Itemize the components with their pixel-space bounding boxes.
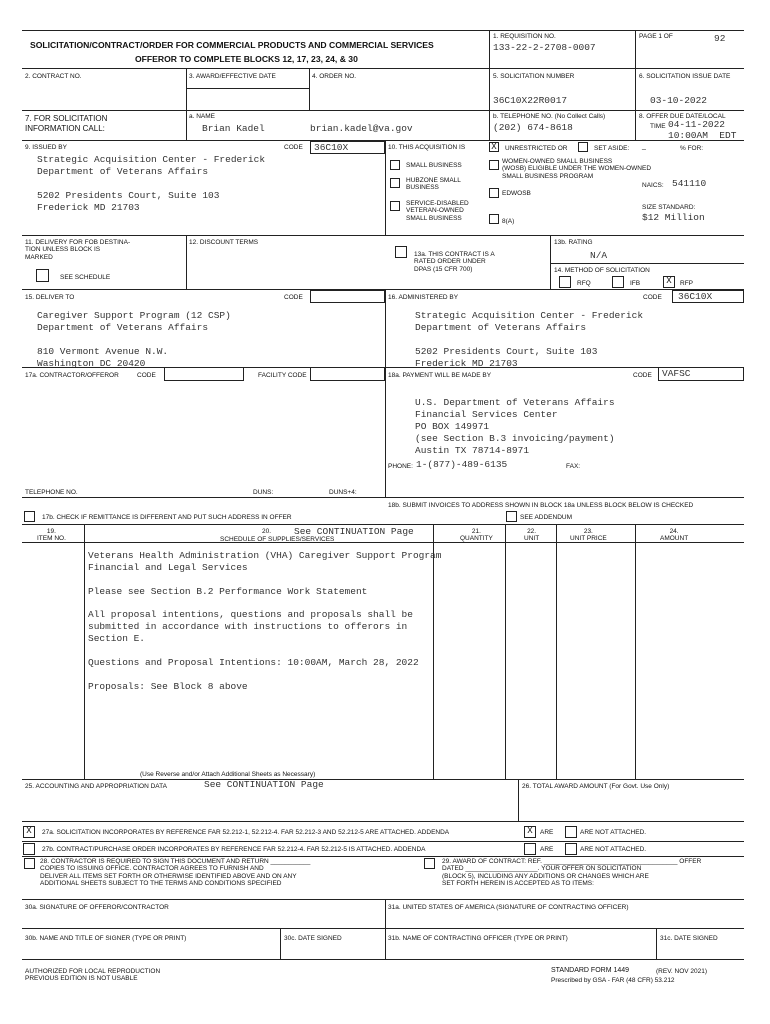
contract-no-label: 2. CONTRACT NO. <box>25 73 82 80</box>
solicitation-number-label: 5. SOLICITATION NUMBER <box>493 73 575 80</box>
payment-code-label: CODE <box>633 372 652 379</box>
deliver-to-code-field[interactable] <box>310 290 385 303</box>
small-business-label: SMALL BUSINESS <box>406 162 462 169</box>
discount-terms-label: 12. DISCOUNT TERMS <box>189 239 259 246</box>
unrestricted-label: UNRESTRICTED OR <box>505 145 568 152</box>
col-quantity: 21. QUANTITY <box>460 528 493 543</box>
payment-fax-label: FAX: <box>566 463 581 470</box>
addenda-are-not-label-a: ARE NOT ATTACHED. <box>580 829 647 836</box>
payment-label: 18a. PAYMENT WILL BE MADE BY <box>388 372 492 379</box>
addenda-are-not-checkbox-a[interactable] <box>565 826 577 838</box>
remittance-label: 17b. CHECK IF REMITTANCE IS DIFFERENT AND PUT SUCH ADDRESS IN OFFER <box>42 514 292 521</box>
total-award-label: 26. TOTAL AWARD AMOUNT (For Govt. Use Only) <box>522 783 670 790</box>
phone-label: b. TELEPHONE NO. (No Collect Calls) <box>493 113 606 120</box>
solicitation-number-value: 36C10X22R0017 <box>493 95 568 106</box>
pct-for-label: % FOR: <box>680 145 704 152</box>
payment-phone: 1-(877)-489-6135 <box>416 459 508 470</box>
name-label: a. NAME <box>189 113 216 120</box>
payment-code: VAFSC <box>662 368 691 379</box>
set-aside-checkbox[interactable] <box>578 142 588 152</box>
order-no-label: 4. ORDER NO. <box>312 73 357 80</box>
row-28-checkbox[interactable] <box>24 858 35 869</box>
submit-invoices-label: 18b. SUBMIT INVOICES TO ADDRESS SHOWN IN BLOCK 18a UNLESS BLOCK BELOW IS CHECKED <box>388 502 694 509</box>
acquisition-label: 10. THIS ACQUISITION IS <box>388 144 466 151</box>
row-27a-label: 27a. SOLICITATION INCORPORATES BY REFERENCE FAR 52.212-1, 52.212-4. FAR 52.212-3 AND 52.212-5 ARE ATTACHED. ADDENDA <box>42 829 450 836</box>
addenda-are-label-a: ARE <box>540 829 554 836</box>
requisition-label: 1. REQUISITION NO. <box>493 33 556 40</box>
payment-phone-label: PHONE: <box>388 463 413 470</box>
size-standard-label: SIZE STANDARD: <box>642 204 696 211</box>
form-title: SOLICITATION/CONTRACT/ORDER FOR COMMERCIAL PRODUCTS AND COMMERCIAL SERVICES <box>30 40 434 50</box>
form-subtitle: OFFEROR TO COMPLETE BLOCKS 12, 17, 23, 24, & 30 <box>135 54 358 64</box>
date-signed-label-31: 31c. DATE SIGNED <box>660 935 718 942</box>
rating-value: N/A <box>590 250 608 261</box>
deliver-to-code-label: CODE <box>284 294 303 301</box>
page-label: PAGE 1 OF <box>639 33 673 40</box>
size-standard-value: $12 Million <box>642 212 705 223</box>
set-aside-pct: _ <box>642 143 646 150</box>
date-signed-label-30: 30c. DATE SIGNED <box>284 935 342 942</box>
issued-by-code: 36C10X <box>314 142 349 153</box>
issue-date-value: 03-10-2022 <box>650 95 708 106</box>
contractor-code-field[interactable] <box>164 367 244 381</box>
ifb-checkbox[interactable] <box>612 276 624 288</box>
facility-code-label: FACILITY CODE <box>258 372 307 379</box>
rfp-label: RFP <box>680 280 693 287</box>
issued-by-address: Strategic Acquisition Center - Frederick Department of Veterans Affairs 5202 Presidents Court, Suite 103 Frederick MD 21703 <box>37 154 266 213</box>
accounting-value: See CONTINUATION Page <box>204 779 324 790</box>
award-date-label: 3. AWARD/EFFECTIVE DATE <box>189 73 276 80</box>
delivery-fob-label: 11. DELIVERY FOR FOB DESTINA- TION UNLESS BLOCK IS MARKED <box>25 239 131 261</box>
info-call-label: 7. FOR SOLICITATION INFORMATION CALL: <box>25 114 108 133</box>
col-unit-price: 23. UNIT PRICE <box>570 528 607 543</box>
row-27b-label: 27b. CONTRACT/PURCHASE ORDER INCORPORATES BY REFERENCE FAR 52.212-4. FAR 52.212-5 IS ATTACHED. ADDENDA <box>42 846 426 853</box>
eight-a-label: 8(A) <box>502 218 515 225</box>
sdvosb-checkbox[interactable] <box>390 201 400 211</box>
offer-due-time: 10:00AM EDT <box>668 130 737 141</box>
set-aside-label: SET ASIDE: <box>594 145 630 152</box>
rating-label: 13b. RATING <box>554 239 593 246</box>
telephone-label: TELEPHONE NO. <box>25 489 78 496</box>
naics-value: 541110 <box>672 178 707 189</box>
issued-by-label: 9. ISSUED BY <box>25 144 67 151</box>
contact-email: brian.kadel@va.gov <box>310 123 413 134</box>
addenda-are-checkbox-a[interactable]: X <box>524 826 536 838</box>
col-schedule-num: 20. <box>262 528 272 535</box>
addenda-are-not-checkbox-b[interactable] <box>565 843 577 855</box>
naics-label: NAICS: <box>642 182 664 189</box>
rfq-label: RFQ <box>577 280 591 287</box>
col-unit: 22. UNIT <box>524 528 540 543</box>
contractor-code-label: CODE <box>137 372 156 379</box>
wosb-checkbox[interactable] <box>489 160 499 170</box>
col-amount: 24. AMOUNT <box>660 528 689 543</box>
sdvosb-label: SERVICE-DISABLED VETERAN-OWNED SMALL BUSINESS <box>406 200 469 222</box>
eight-a-checkbox[interactable] <box>489 214 499 224</box>
wosb-label: WOMEN-OWNED SMALL BUSINESS (WOSB) ELIGIBLE UNDER THE WOMEN-OWNED SMALL BUSINESS PROGRAM <box>502 158 652 180</box>
duns-label: DUNS: <box>253 489 274 496</box>
payment-address: U.S. Department of Veterans Affairs Financial Services Center PO BOX 149971 (see Section B.3 invoicing/payment) Austin TX 78714-8971 <box>415 397 615 456</box>
see-addendum-label: SEE ADDENDUM <box>520 514 573 521</box>
rfp-checkbox[interactable]: X <box>663 276 675 288</box>
issue-date-label: 6. SOLICITATION ISSUE DATE <box>639 73 731 80</box>
facility-code-field[interactable] <box>310 367 385 381</box>
method-label: 14. METHOD OF SOLICITATION <box>554 267 650 274</box>
deliver-to-address: Caregiver Support Program (12 CSP) Department of Veterans Affairs 810 Vermont Avenue N.W. Washington DC 20420 <box>37 310 231 369</box>
administered-by-label: 16. ADMINISTERED BY <box>388 294 459 301</box>
page-total: 92 <box>714 33 726 44</box>
schedule-continuation: See CONTINUATION Page <box>294 526 414 537</box>
accounting-label: 25. ACCOUNTING AND APPROPRIATION DATA <box>25 783 167 790</box>
offer-due-date: 04-11-2022 <box>668 119 726 130</box>
addenda-are-checkbox-b[interactable] <box>524 843 536 855</box>
addenda-are-not-label-b: ARE NOT ATTACHED. <box>580 846 647 853</box>
contract-27b-checkbox[interactable] <box>23 843 35 855</box>
edwosb-checkbox[interactable] <box>489 188 499 198</box>
administered-by-address: Strategic Acquisition Center - Frederick Department of Veterans Affairs 5202 Presidents Court, Suite 103 Frederick MD 21703 <box>415 310 644 369</box>
addenda-are-label-b: ARE <box>540 846 554 853</box>
col-item-no: 19. ITEM NO. <box>37 528 66 543</box>
row-29-text: 29. AWARD OF CONTRACT: REF. _____________________________________ OFFER DATED ____________________. YOUR OFFER ON SOLICITATION (BLOCK 5), INCLUDING ANY ADDITIONS OR CHANGES WHICH ARE SET FORTH HEREIN IS ACCEPTED AS TO ITEMS: <box>442 858 702 888</box>
col-schedule: SCHEDULE OF SUPPLIES/SERVICES <box>220 536 335 543</box>
footer-revision: (REV. NOV 2021) <box>656 968 708 975</box>
rated-order-label: 13a. THIS CONTRACT IS A RATED ORDER UNDER DPAS (15 CFR 700) <box>414 251 495 273</box>
see-schedule-checkbox[interactable] <box>36 269 49 282</box>
duns4-label: DUNS+4: <box>329 489 357 496</box>
deliver-to-label: 15. DELIVER TO <box>25 294 75 301</box>
see-schedule-label: SEE SCHEDULE <box>60 274 111 281</box>
row-29-checkbox[interactable] <box>424 858 435 869</box>
signature-offeror-label: 30a. SIGNATURE OF OFFEROR/CONTRACTOR <box>25 904 169 911</box>
schedule-description: Veterans Health Administration (VHA) Caregiver Support Program Financial and Legal Services Please see Section B.2 Performance Work Statement All proposal intentions, questions and proposals shall be submitted in accordance with instructions to offerors in Section E. Questions and Proposal Intentions: 10:00AM, March 28, 2022 Proposals: See Block 8 above <box>88 550 442 692</box>
offer-due-label: 8. OFFER DUE DATE/LOCAL <box>639 113 726 120</box>
small-business-checkbox[interactable] <box>390 160 400 170</box>
signature-officer-label: 31a. UNITED STATES OF AMERICA (SIGNATURE OF CONTRACTING OFFICER) <box>388 904 629 911</box>
ifb-label: IFB <box>630 280 641 287</box>
rated-order-checkbox[interactable] <box>395 246 407 258</box>
solicitation-27a-checkbox[interactable]: X <box>23 826 35 838</box>
footer-prescribed: Prescribed by GSA - FAR (48 CFR) 53.212 <box>551 977 675 984</box>
signer-name-label: 30b. NAME AND TITLE OF SIGNER (TYPE OR PRINT) <box>25 935 187 942</box>
footer-form-name: STANDARD FORM 1449 <box>551 967 630 974</box>
footer-reproduction: AUTHORIZED FOR LOCAL REPRODUCTION PREVIOUS EDITION IS NOT USABLE <box>25 968 161 983</box>
remittance-checkbox[interactable] <box>24 511 35 522</box>
administered-by-code-label: CODE <box>643 294 662 301</box>
schedule-footnote: (Use Reverse and/or Attach Additional Sheets as Necessary) <box>140 771 316 778</box>
issued-by-code-label: CODE <box>284 144 303 151</box>
see-addendum-checkbox[interactable] <box>506 511 517 522</box>
hubzone-label: HUBZONE SMALL BUSINESS <box>406 177 461 192</box>
phone-value: (202) 674-8618 <box>493 122 573 133</box>
hubzone-checkbox[interactable] <box>390 178 400 188</box>
officer-name-label: 31b. NAME OF CONTRACTING OFFICER (TYPE OR PRINT) <box>388 935 568 942</box>
row-28-text: 28. CONTRACTOR IS REQUIRED TO SIGN THIS DOCUMENT AND RETURN ___________ COPIES TO ISSUING OFFICE. CONTRACTOR AGREES TO FURNISH AND DELIVER ALL ITEMS SET FORTH OR OTHERWISE IDENTIFIED ABOVE AND ON ANY ADDITIONAL SHEETS SUBJECT TO THE TERMS AND CONDITIONS SPECIFIED <box>40 858 311 888</box>
rfq-checkbox[interactable] <box>559 276 571 288</box>
contractor-label: 17a. CONTRACTOR/OFFEROR <box>25 372 119 379</box>
time-label: TIME <box>650 123 666 130</box>
contact-name: Brian Kadel <box>202 123 265 134</box>
edwosb-label: EDWOSB <box>502 190 531 197</box>
administered-by-code: 36C10X <box>678 291 713 302</box>
requisition-value: 133-22-2-2708-0007 <box>493 42 596 53</box>
unrestricted-checkbox[interactable]: X <box>489 142 499 152</box>
